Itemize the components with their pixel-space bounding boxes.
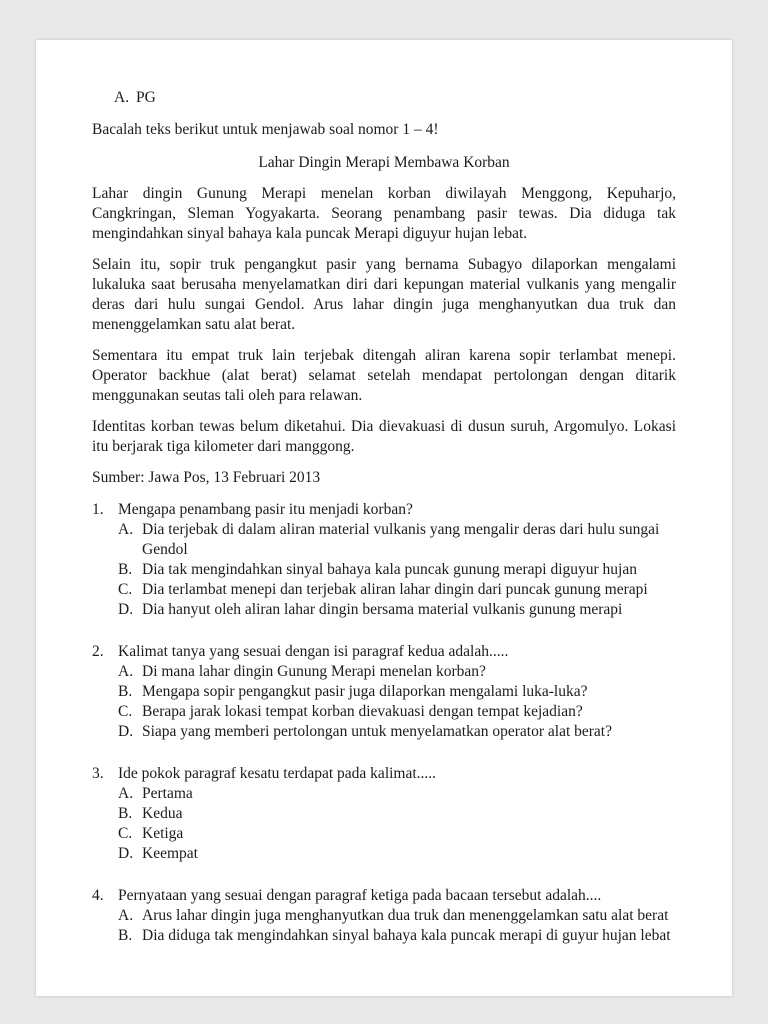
question-text: Mengapa penambang pasir itu menjadi korban?	[118, 501, 413, 518]
option-label: C.	[118, 825, 133, 842]
option-label: A.	[118, 907, 134, 924]
option-label: B.	[118, 561, 133, 578]
option-list	[118, 784, 676, 864]
option-text: Mengapa sopir pengangkut pasir juga dilaporkan mengalami luka-luka?	[142, 683, 588, 700]
section-heading	[114, 88, 676, 108]
option-text: Berapa jarak lokasi tempat korban dievakuasi dengan tempat kejadian?	[142, 703, 583, 720]
question-3	[92, 764, 676, 864]
option-text: Dia hanyut oleh aliran lahar dingin bersama material vulkanis gunung merapi	[142, 601, 623, 618]
option-a	[118, 784, 676, 804]
option-a	[118, 906, 676, 926]
document-content	[92, 88, 676, 946]
option-text: Di mana lahar dingin Gunung Merapi menelan korban?	[142, 663, 486, 680]
option-c	[118, 824, 676, 844]
option-label: A.	[118, 663, 134, 680]
question-number: 4.	[92, 887, 104, 904]
option-label: C.	[118, 703, 133, 720]
option-label: B.	[118, 927, 133, 944]
document-page	[36, 40, 732, 996]
option-label: D.	[118, 723, 134, 740]
option-b	[118, 804, 676, 824]
option-text: Ketiga	[142, 825, 184, 842]
option-label: A.	[118, 785, 134, 802]
question-head	[92, 764, 676, 784]
question-text: Kalimat tanya yang sesuai dengan isi paragraf kedua adalah.....	[118, 643, 509, 660]
question-number: 1.	[92, 501, 104, 518]
option-a	[118, 520, 676, 560]
option-b	[118, 682, 676, 702]
option-label: B.	[118, 683, 133, 700]
option-c	[118, 702, 676, 722]
option-d	[118, 600, 676, 620]
question-number: 2.	[92, 643, 104, 660]
paragraph: Sementara itu empat truk lain terjebak ditengah aliran karena sopir terlambat menepi. Operator backhue (alat berat) selamat setelah mendapat pertolongan dengan ditarik menggunakan seutas tali oleh para relawan.	[92, 347, 676, 404]
option-label: B.	[118, 805, 133, 822]
option-label: D.	[118, 845, 134, 862]
option-c	[118, 580, 676, 600]
option-label: C.	[118, 581, 133, 598]
option-d	[118, 844, 676, 864]
question-head	[92, 642, 676, 662]
option-text: Dia diduga tak mengindahkan sinyal bahaya kala puncak merapi di guyur hujan lebat	[142, 927, 671, 944]
paragraph: Selain itu, sopir truk pengangkut pasir yang bernama Subagyo dilaporkan mengalami lukaluka saat berusaha menyelamatkan diri dari kepungan material vulkanis yang mengalir deras dari hulu sungai Gendol. Arus lahar dingin juga menghanyutkan dua truk dan menenggelamkan satu alat berat.	[92, 256, 676, 333]
question-number: 3.	[92, 765, 104, 782]
option-label: D.	[118, 601, 134, 618]
reading-instruction: Bacalah teks berikut untuk menjawab soal nomor 1 – 4!	[92, 121, 439, 138]
option-d	[118, 722, 676, 742]
question-1	[92, 500, 676, 620]
option-text: Arus lahar dingin juga menghanyutkan dua truk dan menenggelamkan satu alat berat	[142, 907, 669, 924]
question-list	[92, 500, 676, 946]
option-text: Siapa yang memberi pertolongan untuk menyelamatkan operator alat berat?	[142, 723, 612, 740]
option-text: Pertama	[142, 785, 193, 802]
section-title: PG	[136, 89, 156, 106]
option-b	[118, 560, 676, 580]
section-label: A.	[114, 89, 130, 106]
option-list	[118, 906, 676, 946]
option-a	[118, 662, 676, 682]
option-text: Kedua	[142, 805, 183, 822]
question-2	[92, 642, 676, 742]
article-title: Lahar Dingin Merapi Membawa Korban	[258, 154, 510, 171]
option-text: Keempat	[142, 845, 198, 862]
option-list	[118, 520, 676, 620]
paragraph: Identitas korban tewas belum diketahui. Dia dievakuasi di dusun suruh, Argomulyo. Lokasi itu berjarak tiga kilometer dari manggong.	[92, 418, 676, 455]
option-text: Dia tak mengindahkan sinyal bahaya kala puncak gunung merapi diguyur hujan	[142, 561, 637, 578]
question-text: Pernyataan yang sesuai dengan paragraf ketiga pada bacaan tersebut adalah....	[118, 887, 602, 904]
paragraph: Lahar dingin Gunung Merapi menelan korban diwilayah Menggong, Kepuharjo, Cangkringan, Sleman Yogyakarta. Seorang penambang pasir tewas. Dia diduga tak mengindahkan sinyal bahaya kala puncak Merapi diguyur hujan lebat.	[92, 185, 676, 242]
option-b	[118, 926, 676, 946]
question-head	[92, 886, 676, 906]
question-text: Ide pokok paragraf kesatu terdapat pada kalimat.....	[118, 765, 437, 782]
source-line: Sumber: Jawa Pos, 13 Februari 2013	[92, 469, 321, 486]
option-list	[118, 662, 676, 742]
option-text: Dia terjebak di dalam aliran material vulkanis yang mengalir deras dari hulu sungai Gendol	[142, 521, 660, 558]
question-4	[92, 886, 676, 946]
question-head	[92, 500, 676, 520]
option-text: Dia terlambat menepi dan terjebak aliran lahar dingin dari puncak gunung merapi	[142, 581, 648, 598]
option-label: A.	[118, 521, 134, 538]
